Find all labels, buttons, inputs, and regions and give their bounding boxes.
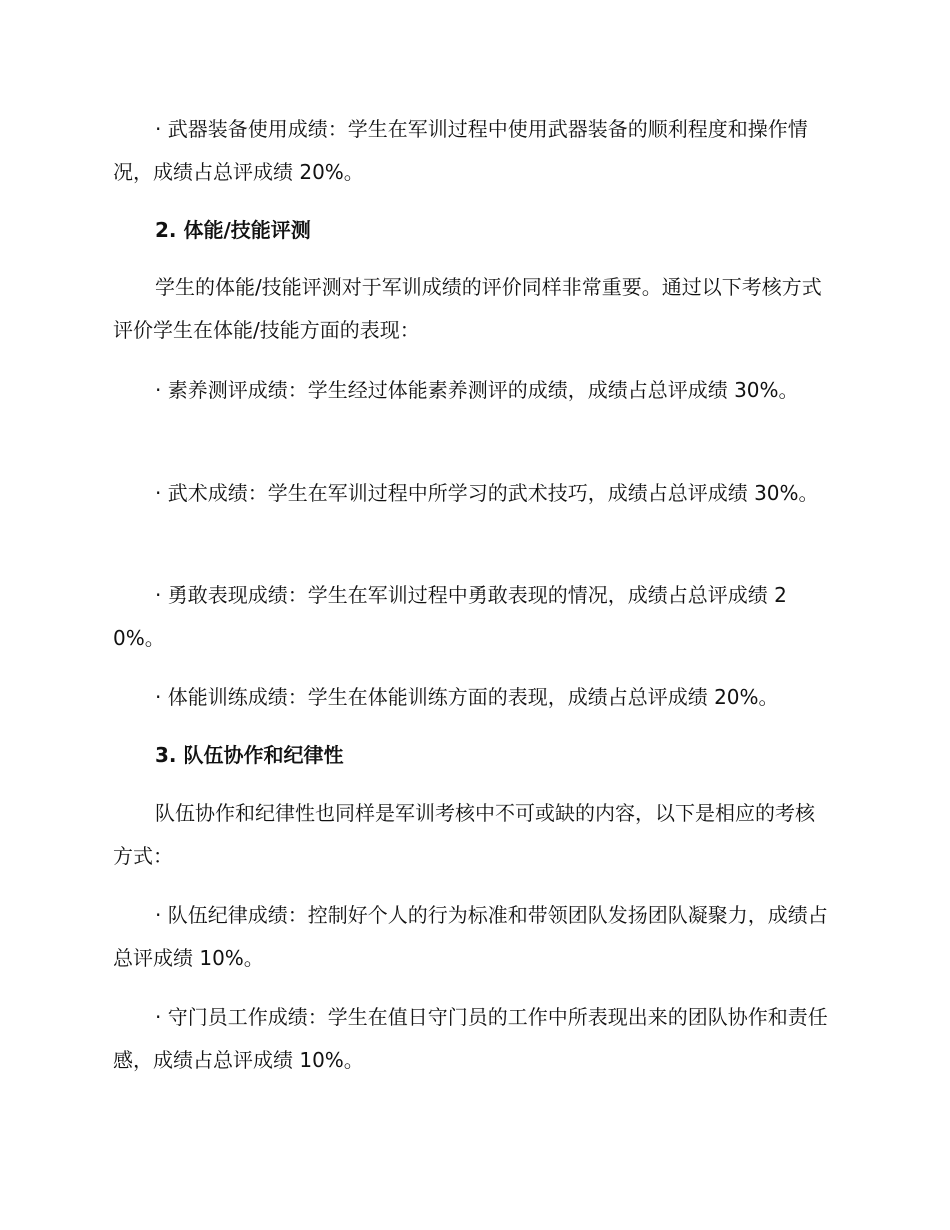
paragraph-physical-skill-intro: 学生的体能/技能评测对于军训成绩的评价同样非常重要。通过以下考核方式评价学生在体能/技能方面的表现： xyxy=(113,275,822,342)
bullet-fitness-training-score: · 体能训练成绩：学生在体能训练方面的表现，成绩占总评成绩 20%。 xyxy=(155,685,779,709)
bullet-gatekeeper-work-score: · 守门员工作成绩：学生在值日守门员的工作中所表现出来的团队协作和责任感，成绩占总评成绩 10%。 xyxy=(113,1005,828,1072)
bullet-team-discipline-score: · 队伍纪律成绩：控制好个人的行为标准和带领团队发扬团队凝聚力，成绩占总评成绩 10%。 xyxy=(113,903,828,970)
section-heading-teamwork-discipline: 3. 队伍协作和纪律性 xyxy=(155,743,344,767)
section-heading-physical-skill: 2. 体能/技能评测 xyxy=(155,218,311,242)
bullet-bravery-score: · 勇敢表现成绩：学生在军训过程中勇敢表现的情况，成绩占总评成绩 20%。 xyxy=(113,583,787,650)
bullet-martial-arts-score: · 武术成绩：学生在军训过程中所学习的武术技巧，成绩占总评成绩 30%。 xyxy=(155,481,819,505)
bullet-weapon-equipment-score: · 武器装备使用成绩：学生在军训过程中使用武器装备的顺利程度和操作情况，成绩占总评成绩 20%。 xyxy=(113,117,808,184)
bullet-literacy-test-score: · 素养测评成绩：学生经过体能素养测评的成绩，成绩占总评成绩 30%。 xyxy=(155,378,799,402)
paragraph-teamwork-intro: 队伍协作和纪律性也同样是军训考核中不可或缺的内容，以下是相应的考核方式： xyxy=(113,801,815,868)
